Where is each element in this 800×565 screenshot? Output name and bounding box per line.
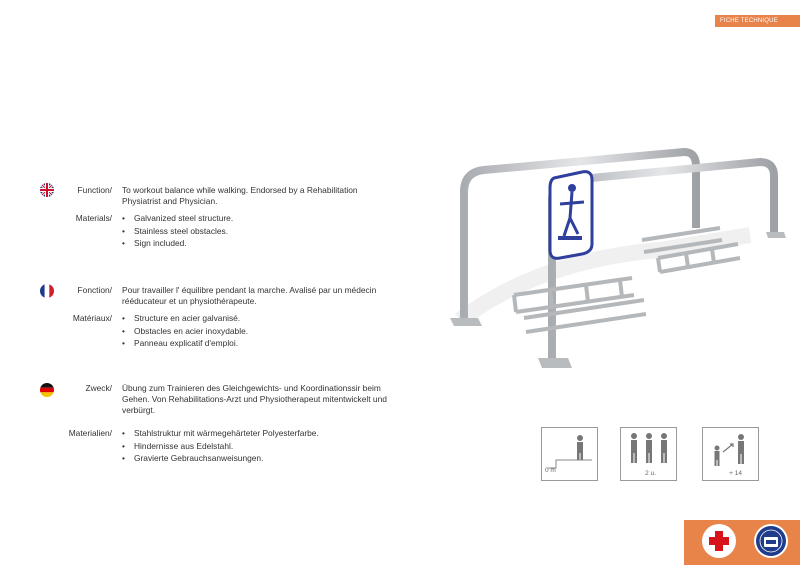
tuv-seal-icon [754, 524, 788, 558]
height-caption: 0 m [545, 467, 556, 474]
function-text-fr: Pour travailler l' équilibre pendant la marche. Avalisé par un médecin rééducateur et un physiothérapeute. [122, 285, 377, 306]
function-text-en: To workout balance while walking. Endorsed by a Rehabilitation Physiatrist and Physician. [122, 185, 358, 206]
list-item: • Panneau explicatif d'emploi. [122, 337, 248, 350]
materials-label-en: Materials/ [75, 213, 112, 223]
function-label-de: Zweck/ [85, 383, 112, 393]
list-item: • Obstacles en acier inoxydable. [122, 325, 248, 338]
function-label-fr: Fonction/ [77, 285, 112, 295]
materials-label-fr: Matériaux/ [72, 313, 112, 323]
age-icon [702, 427, 759, 481]
list-item: • Sign included. [122, 237, 233, 250]
header-tab: FICHE TECHNIQUE [715, 15, 800, 27]
function-text-de: Übung zum Trainieren des Gleichgewichts- und Koordinationssir beim Gehen. Von Rehabilitations-Arzt und Physiotherapeut mitentwickelt und verbürgt. [122, 383, 387, 415]
list-item: • Stahlstruktur mit wärmegehärteter Polyesterfarbe. [122, 427, 319, 440]
list-item: • Gravierte Gebrauchsanweisungen. [122, 452, 319, 465]
list-item: • Galvanized steel structure. [122, 212, 233, 225]
fall-height-icon [541, 427, 598, 481]
function-label-en: Function/ [77, 185, 112, 195]
materials-list-en [122, 212, 233, 250]
users-caption: 2 u. [645, 470, 656, 477]
certification-bar [684, 520, 800, 565]
first-aid-icon [702, 524, 736, 558]
materials-list-fr [122, 312, 248, 350]
list-item: • Stainless steel obstacles. [122, 225, 233, 238]
list-item: • Structure en acier galvanisé. [122, 312, 248, 325]
balance-walk-equipment-image [420, 140, 800, 400]
age-caption: + 14 [729, 470, 742, 477]
materials-list-de [122, 427, 319, 465]
users-count-icon [620, 427, 677, 481]
materials-label-de: Materialien/ [68, 428, 112, 438]
list-item: • Hindernisse aus Edelstahl. [122, 440, 319, 453]
